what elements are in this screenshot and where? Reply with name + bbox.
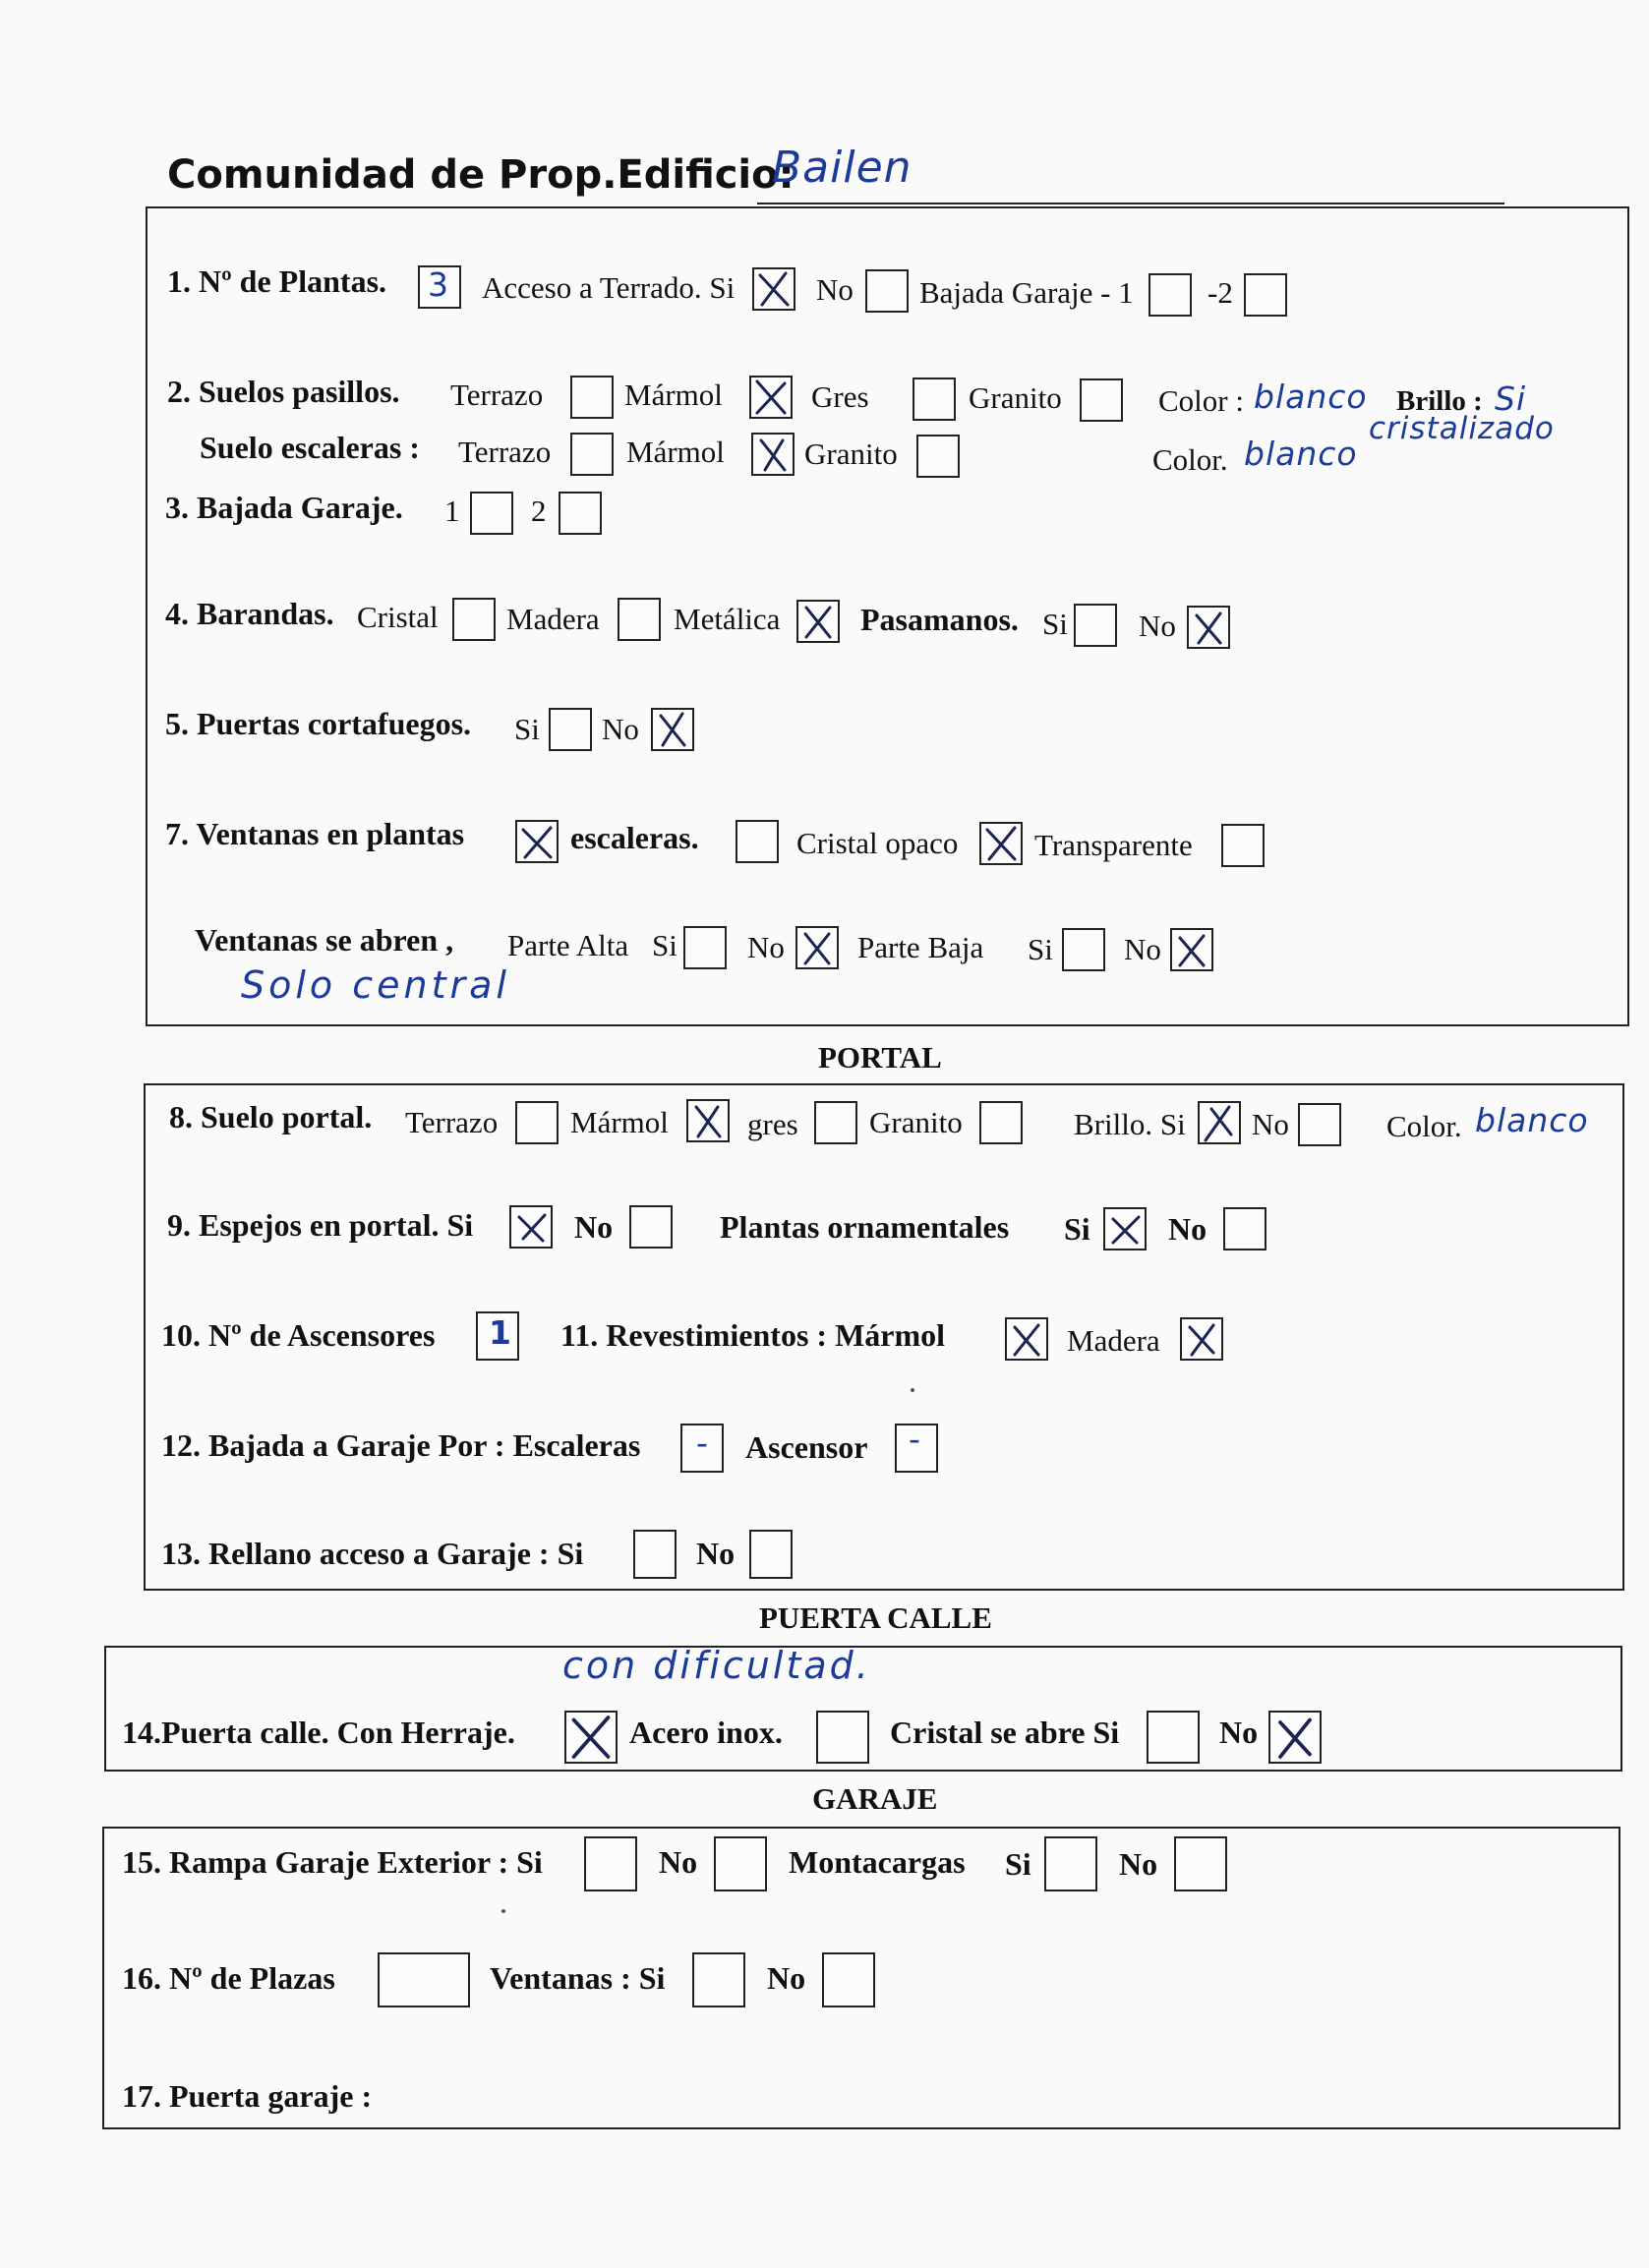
escaleras-color-label: Color. [1152, 442, 1228, 477]
portal-granito-checkbox[interactable] [979, 1101, 1023, 1144]
ascensor-label: Ascensor [745, 1429, 868, 1465]
calle-note[interactable]: con dificultad. [562, 1644, 871, 1687]
cortafuegos-si-checkbox[interactable] [549, 708, 592, 751]
q4-label: 4. Barandas. [165, 596, 334, 631]
montacargas-si-label: Si [1005, 1846, 1031, 1882]
acero-checkbox[interactable] [816, 1711, 869, 1764]
escaleras-marmol-checkbox[interactable] [751, 433, 795, 476]
rellano-no-label: No [696, 1536, 736, 1571]
check-x-icon [1105, 1209, 1145, 1249]
baja-no-label: No [1124, 932, 1161, 966]
pasamanos-no-label: No [1139, 609, 1176, 643]
cristal-abre-label: Cristal se abre Si [890, 1715, 1120, 1750]
garaje-ventanas-no-checkbox[interactable] [822, 1952, 875, 2007]
ink-dot [501, 1909, 505, 1913]
q14-label: 14.Puerta calle. Con Herraje. [122, 1715, 515, 1750]
alta-no-label: No [747, 930, 785, 964]
ventanas-plantas-checkbox[interactable] [515, 820, 559, 863]
q9-label: 9. Espejos en portal. Si [167, 1207, 474, 1243]
bajada-opt2-label: 2 [531, 494, 547, 528]
portal-brillo-no-checkbox[interactable] [1298, 1103, 1341, 1146]
pasillos-gres-label: Gres [811, 379, 869, 414]
alta-si-checkbox[interactable] [683, 926, 727, 969]
bajada-ascensor-box[interactable] [895, 1420, 938, 1473]
cortafuegos-no-label: No [602, 712, 639, 746]
bajada-opt1-label: 1 [444, 494, 460, 528]
ascensores-box[interactable] [476, 1311, 519, 1361]
transparente-label: Transparente [1034, 828, 1193, 862]
check-x-icon [653, 710, 692, 749]
q16-ventanas-label: Ventanas : Si [490, 1960, 666, 1996]
pasillos-color-label: Color : [1158, 383, 1244, 418]
portal-color-label: Color. [1386, 1109, 1462, 1143]
check-x-icon [798, 602, 838, 641]
pasillos-granito-label: Granito [969, 380, 1062, 415]
bajada-escaleras-value: - [696, 1424, 709, 1462]
plantas-orn-label: Plantas ornamentales [720, 1209, 1010, 1245]
q12-label: 12. Bajada a Garaje Por : Escaleras [161, 1427, 641, 1463]
check-x-icon [1189, 608, 1228, 647]
metalica-label: Metálica [674, 602, 781, 636]
q7b-label: Ventanas se abren , [195, 922, 454, 958]
plantas-value: 3 [428, 265, 449, 304]
escaleras-color-value[interactable]: blanco [1244, 435, 1358, 473]
transparente-checkbox[interactable] [1221, 824, 1265, 867]
espejos-no-label: No [574, 1209, 614, 1245]
q11-label: 11. Revestimientos : Mármol [560, 1317, 946, 1353]
q16-label: 16. Nº de Plazas [122, 1960, 335, 1996]
baja-label: Parte Baja [857, 930, 984, 964]
portal-gres-checkbox[interactable] [814, 1101, 857, 1144]
check-x-icon [517, 822, 557, 861]
pasillos-granito-checkbox[interactable] [1080, 378, 1123, 422]
alta-no-checkbox[interactable] [795, 926, 839, 969]
portal-brillo-no-label: No [1252, 1107, 1289, 1141]
q17-label: 17. Puerta garaje : [122, 2078, 373, 2114]
pasillos-marmol-checkbox[interactable] [749, 376, 793, 419]
cristal-si-checkbox[interactable] [1147, 1711, 1200, 1764]
plantas-orn-no-label: No [1168, 1211, 1207, 1247]
q13-label: 13. Rellano acceso a Garaje : Si [161, 1536, 584, 1571]
check-x-icon [566, 1713, 616, 1762]
cristal-checkbox[interactable] [452, 598, 496, 641]
cortafuegos-si-label: Si [514, 712, 540, 746]
portal-marmol-checkbox[interactable] [686, 1099, 730, 1142]
pasamanos-si-label: Si [1042, 607, 1068, 641]
q2b-label: Suelo escaleras : [200, 430, 420, 465]
q3-label: 3. Bajada Garaje. [165, 490, 403, 525]
q15-label: 15. Rampa Garaje Exterior : Si [122, 1844, 543, 1880]
plantas-orn-si-label: Si [1064, 1211, 1090, 1247]
pasamanos-label: Pasamanos. [860, 602, 1019, 637]
check-x-icon [688, 1101, 728, 1140]
pasillos-brillo-value[interactable]: Si [1495, 379, 1527, 418]
ink-dot [911, 1388, 914, 1392]
rellano-si-checkbox[interactable] [633, 1530, 677, 1579]
escaleras-checkbox[interactable] [736, 820, 779, 863]
q8-label: 8. Suelo portal. [169, 1099, 373, 1134]
garaje-ventanas-no-label: No [767, 1960, 806, 1996]
bajada-2-checkbox[interactable] [1244, 273, 1287, 317]
escaleras-label: escaleras. [570, 820, 699, 855]
espejos-no-checkbox[interactable] [629, 1205, 673, 1249]
baja-si-checkbox[interactable] [1062, 928, 1105, 971]
garaje-heading: GARAJE [812, 1781, 938, 1816]
check-x-icon [753, 435, 793, 474]
portal-terrazo-checkbox[interactable] [515, 1101, 559, 1144]
page-title: Comunidad de Prop.Edificio: [167, 152, 795, 198]
revest-marmol-checkbox[interactable] [1005, 1317, 1048, 1361]
garaje-ventanas-si-checkbox[interactable] [692, 1952, 745, 2007]
portal-granito-label: Granito [869, 1105, 963, 1139]
pasillos-terrazo-label: Terrazo [450, 378, 544, 412]
madera-checkbox[interactable] [618, 598, 661, 641]
opaco-checkbox[interactable] [979, 822, 1023, 865]
rellano-no-checkbox[interactable] [749, 1530, 793, 1579]
plantas-orn-si-checkbox[interactable] [1103, 1207, 1147, 1250]
rampa-si-checkbox[interactable] [584, 1836, 637, 1891]
portal-marmol-label: Mármol [570, 1105, 669, 1139]
bajada-opt2-checkbox[interactable] [559, 492, 602, 535]
baja-no-checkbox[interactable] [1170, 928, 1213, 971]
terrado-no-checkbox[interactable] [865, 269, 909, 313]
check-x-icon [1200, 1103, 1239, 1142]
q7-label: 7. Ventanas en plantas [165, 816, 465, 851]
escaleras-terrazo-checkbox[interactable] [570, 433, 614, 476]
revest-madera-label: Madera [1067, 1323, 1160, 1358]
q5-label: 5. Puertas cortafuegos. [165, 706, 472, 741]
bajada-opt1-checkbox[interactable] [470, 492, 513, 535]
escaleras-terrazo-label: Terrazo [458, 435, 552, 469]
portal-color-value[interactable]: blanco [1475, 1101, 1589, 1139]
check-x-icon [1007, 1319, 1046, 1359]
bajada-ascensor-value: - [909, 1420, 921, 1458]
title-underline [757, 203, 1504, 204]
escaleras-marmol-label: Mármol [626, 435, 725, 469]
check-x-icon [751, 378, 791, 417]
building-name[interactable]: Bailen [772, 143, 913, 193]
cristal-no-label: No [1219, 1715, 1259, 1750]
montacargas-no-checkbox[interactable] [1174, 1836, 1227, 1891]
terrado-no-label: No [816, 272, 854, 307]
acero-label: Acero inox. [629, 1715, 783, 1750]
bajada-label: Bajada Garaje - 1 [919, 275, 1134, 310]
revest-madera-checkbox[interactable] [1180, 1317, 1223, 1361]
metalica-checkbox[interactable] [796, 600, 840, 643]
montacargas-no-label: No [1119, 1846, 1158, 1882]
plazas-box[interactable] [378, 1952, 470, 2007]
check-x-icon [1270, 1713, 1320, 1762]
pasamanos-no-checkbox[interactable] [1187, 606, 1230, 649]
rampa-no-checkbox[interactable] [714, 1836, 767, 1891]
pasillos-terrazo-checkbox[interactable] [570, 376, 614, 419]
terrado-si-checkbox[interactable] [752, 267, 795, 311]
opaco-label: Cristal opaco [796, 826, 959, 860]
cortafuegos-no-checkbox[interactable] [651, 708, 694, 751]
espejos-si-checkbox[interactable] [509, 1205, 553, 1249]
portal-brillo-si-checkbox[interactable] [1198, 1101, 1241, 1144]
bajada-1-checkbox[interactable] [1148, 273, 1192, 317]
rampa-no-label: No [659, 1844, 698, 1880]
q2-label: 2. Suelos pasillos. [167, 374, 400, 409]
check-x-icon [754, 269, 794, 309]
check-x-icon [1182, 1319, 1221, 1359]
herraje-checkbox[interactable] [564, 1711, 618, 1764]
calle-heading: PUERTA CALLE [759, 1600, 992, 1635]
portal-terrazo-label: Terrazo [405, 1105, 499, 1139]
portal-heading: PORTAL [818, 1040, 942, 1075]
alta-si-label: Si [652, 928, 677, 962]
pasamanos-si-checkbox[interactable] [1074, 604, 1117, 647]
pasillos-color-value[interactable]: blanco [1254, 378, 1368, 416]
q1-label: 1. Nº de Plantas. [167, 263, 387, 299]
alta-label: Parte Alta [507, 928, 629, 962]
bajada-2-label: -2 [1207, 275, 1233, 310]
cristal-no-checkbox[interactable] [1268, 1711, 1322, 1764]
q10-label: 10. Nº de Ascensores [161, 1317, 436, 1353]
portal-gres-label: gres [747, 1107, 798, 1141]
terrado-si-label: Acceso a Terrado. Si [482, 270, 736, 305]
plantas-box[interactable] [418, 265, 461, 309]
bajada-escaleras-box[interactable] [680, 1424, 724, 1473]
cristal-label: Cristal [357, 600, 439, 634]
check-x-icon [1172, 930, 1211, 969]
escaleras-granito-label: Granito [804, 436, 898, 471]
pasillos-brillo-note[interactable]: cristalizado [1369, 411, 1555, 446]
montacargas-label: Montacargas [789, 1844, 966, 1880]
ventanas-note[interactable]: Solo central [241, 963, 510, 1007]
check-x-icon [511, 1207, 551, 1247]
pasillos-gres-checkbox[interactable] [913, 378, 956, 421]
ascensores-value: 1 [489, 1313, 512, 1352]
escaleras-granito-checkbox[interactable] [916, 435, 960, 478]
portal-brillo-label: Brillo. Si [1074, 1107, 1186, 1141]
montacargas-si-checkbox[interactable] [1044, 1836, 1097, 1891]
plantas-orn-no-checkbox[interactable] [1223, 1207, 1266, 1250]
madera-label: Madera [506, 602, 600, 636]
pasillos-brillo-label: Brillo : [1396, 385, 1483, 417]
check-x-icon [981, 824, 1021, 863]
pasillos-marmol-label: Mármol [624, 378, 723, 412]
check-x-icon [797, 928, 837, 967]
baja-si-label: Si [1028, 932, 1053, 966]
